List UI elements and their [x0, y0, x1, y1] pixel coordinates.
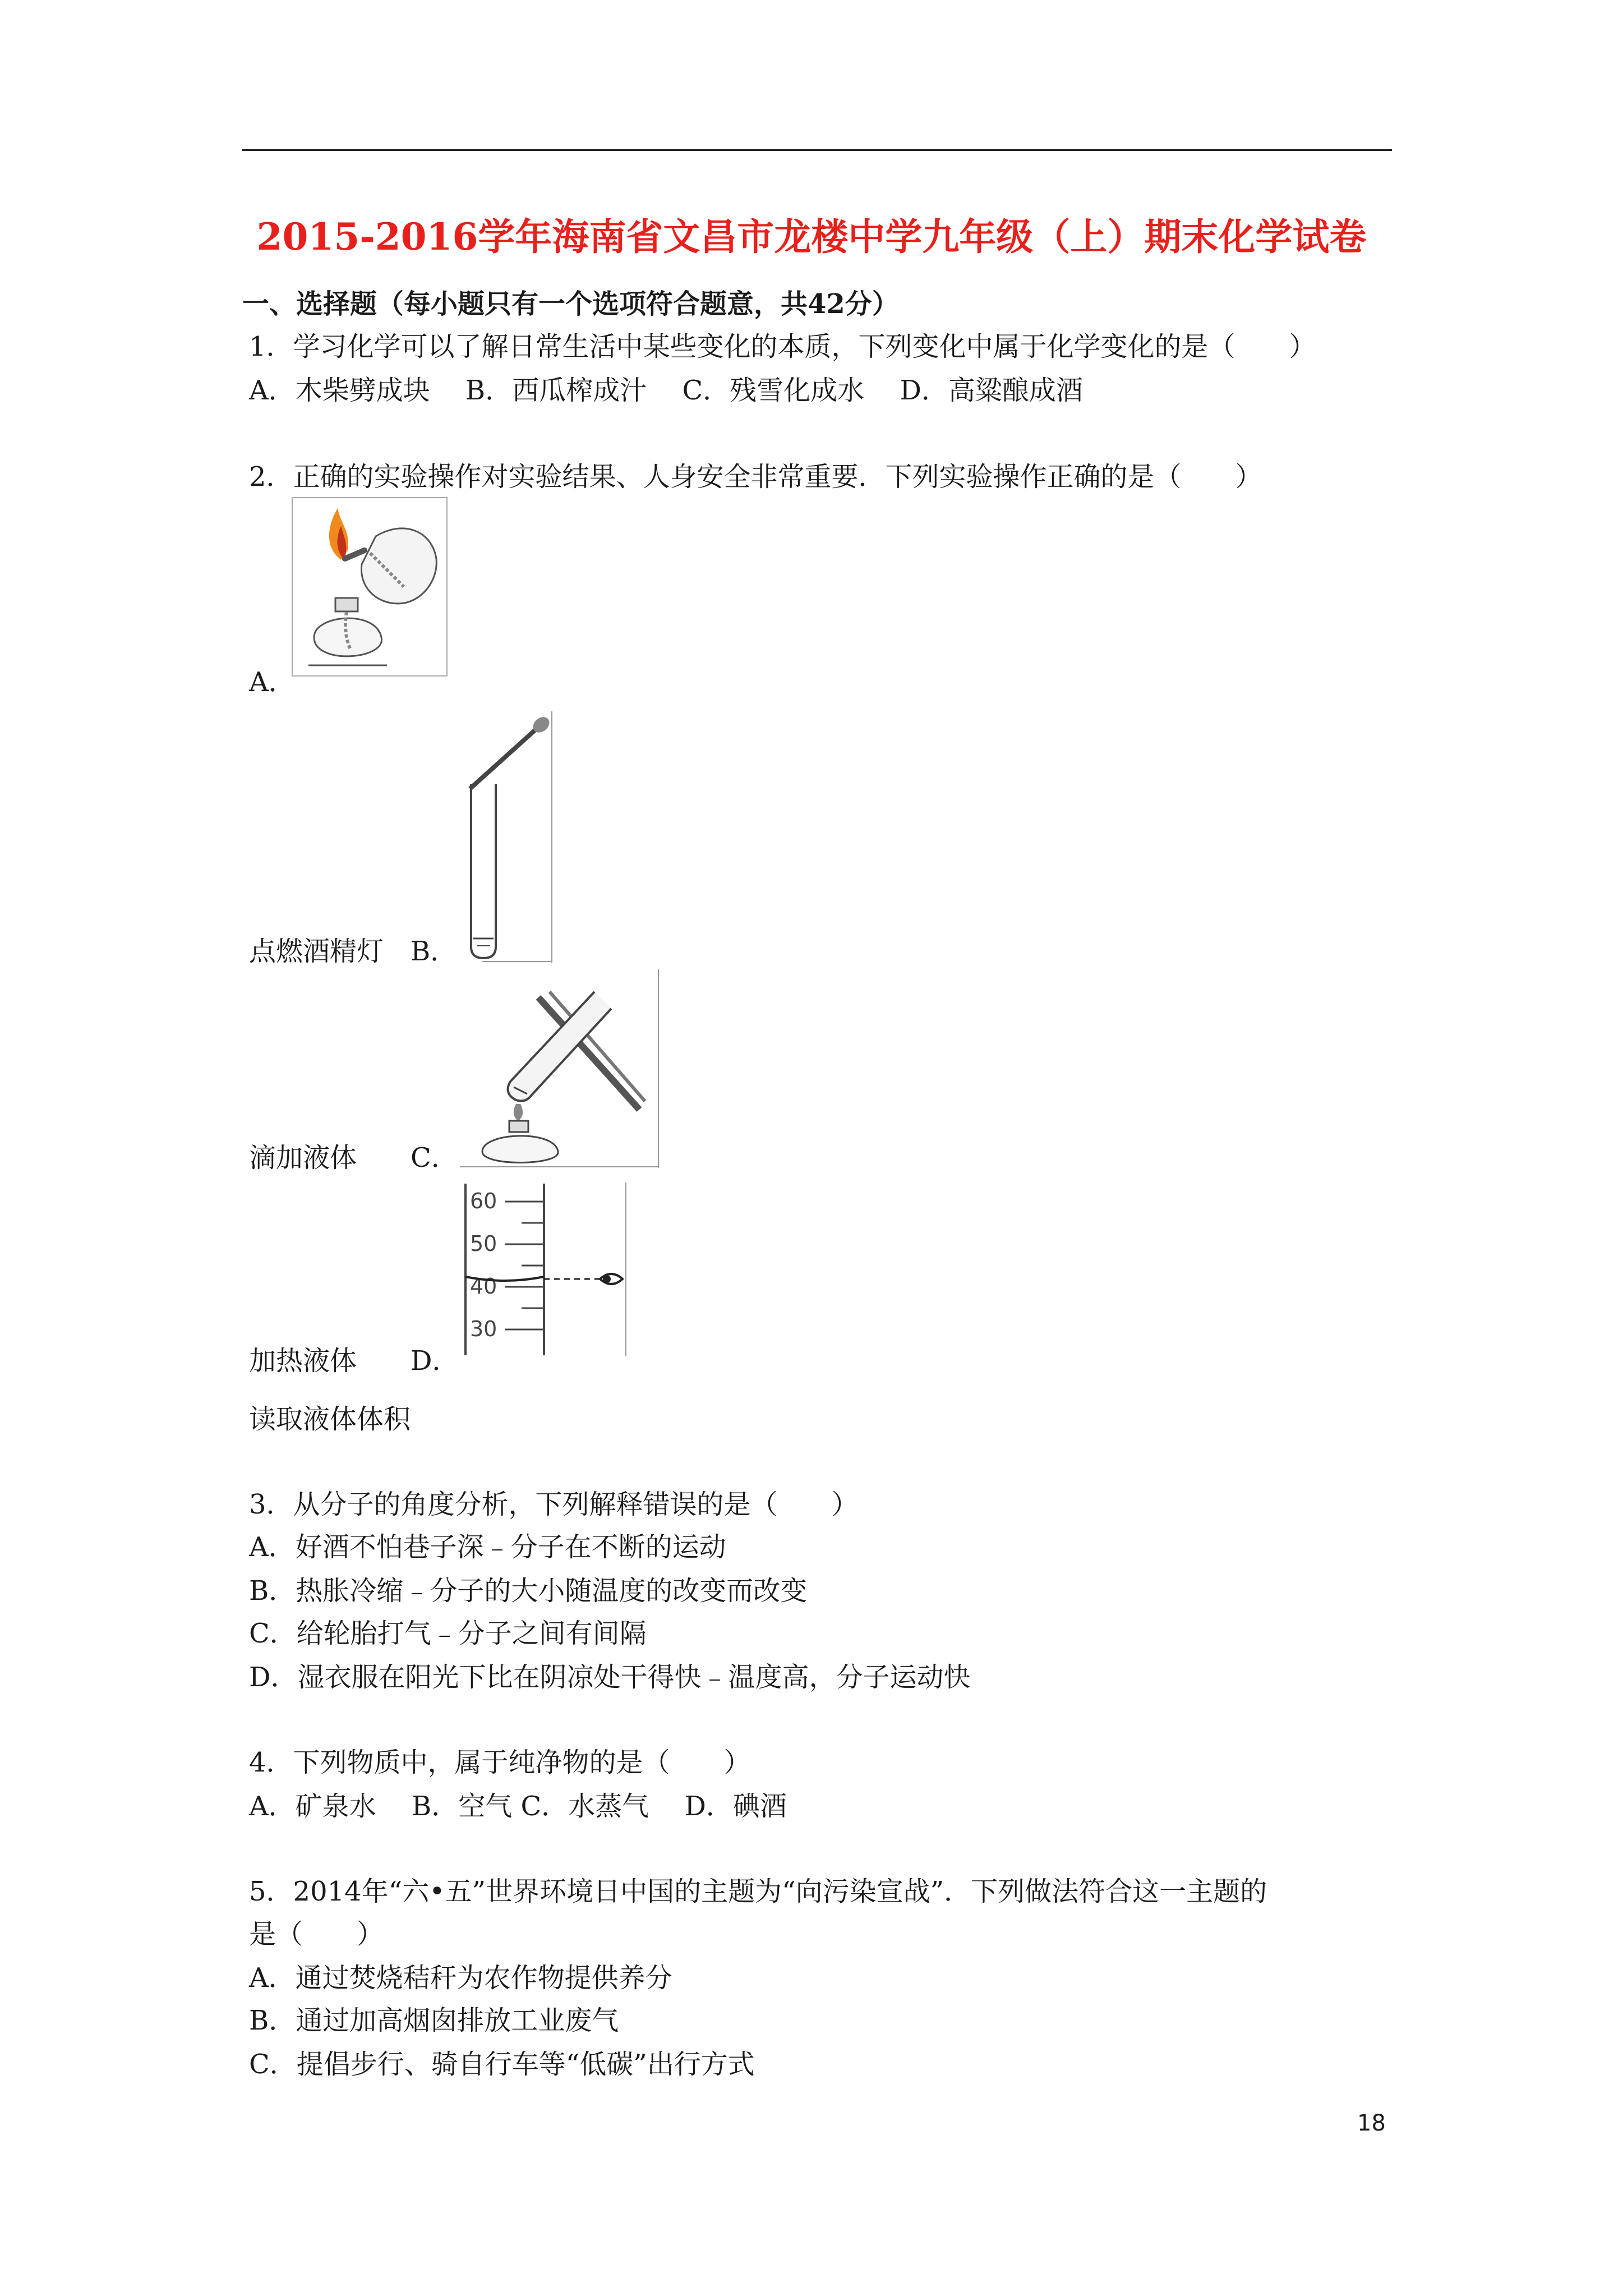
- dropper-test-tube-icon: [460, 711, 555, 963]
- q2-option-c-line: 滴加液体 C．: [249, 1142, 458, 1174]
- q2-option-d-caption: 读取液体体积: [249, 1404, 411, 1435]
- page-title: 2015-2016学年海南省文昌市龙楼中学九年级（上）期末化学试卷: [256, 215, 1367, 259]
- q3-stem: 3．从分子的角度分析，下列解释错误的是（ ）: [249, 1489, 859, 1520]
- q2-option-a-label: A．: [249, 666, 296, 698]
- cylinder-tick-label: 40: [470, 1274, 497, 1299]
- q5-stem-line1: 5．2014年“六•五”世界环境日中国的主题为“向污染宣战”．下列做法符合这一主题的: [249, 1876, 1267, 1907]
- q1-options: A．木柴劈成块 B．西瓜榨成汁 C．残雪化成水 D．高粱酿成酒: [249, 375, 1083, 406]
- q5-option-a: A．通过焚烧秸秆为农作物提供养分: [249, 1962, 672, 1994]
- q3-option-b: B．热胀冷缩﹣分子的大小随温度的改变而改变: [249, 1575, 808, 1607]
- cylinder-tick-label: 50: [470, 1231, 497, 1256]
- q5-option-b: B．通过加高烟囱排放工业废气: [249, 2005, 619, 2036]
- figure-d-reading-volume: [460, 1182, 628, 1356]
- q3-option-a: A．好酒不怕巷子深﹣分子在不断的运动: [249, 1531, 726, 1563]
- q3-option-d: D．湿衣服在阳光下比在阴凉处干得快﹣温度高，分子运动快: [249, 1662, 971, 1693]
- q5-stem-line2: 是（ ）: [249, 1918, 384, 1950]
- graduated-cylinder-icon: [460, 1182, 628, 1356]
- header-rule: [242, 149, 1392, 151]
- figure-a-lamp-lighting: [292, 497, 448, 677]
- q4-options: A．矿泉水 B．空气 C．水蒸气 D．碘酒: [249, 1791, 787, 1822]
- q2-stem: 2．正确的实验操作对实验结果、人身安全非常重要．下列实验操作正确的是（ ）: [249, 461, 1262, 493]
- figure-c-heating: [460, 969, 661, 1168]
- cylinder-tick-label: 60: [470, 1189, 497, 1213]
- figure-b-dropping: [460, 711, 555, 963]
- page-number: 18: [1357, 2110, 1386, 2136]
- alcohol-lamp-lighting-icon: [292, 497, 448, 677]
- q1-stem: 1．学习化学可以了解日常生活中某些变化的本质，下列变化中属于化学变化的是（ ）: [249, 331, 1316, 362]
- q5-option-c: C．提倡步行、骑自行车等“低碳”出行方式: [249, 2049, 755, 2080]
- q4-stem: 4．下列物质中，属于纯净物的是（ ）: [249, 1747, 751, 1778]
- q2-option-b-line: 点燃酒精灯 B．: [249, 936, 458, 967]
- q3-option-c: C．给轮胎打气﹣分子之间有间隔: [249, 1618, 647, 1649]
- heating-test-tube-icon: [460, 969, 661, 1168]
- q2-option-d-line: 加热液体 D．: [249, 1345, 459, 1377]
- cylinder-tick-label: 30: [470, 1317, 497, 1341]
- section-heading: 一、选择题（每小题只有一个选项符合题意，共42分）: [242, 288, 899, 320]
